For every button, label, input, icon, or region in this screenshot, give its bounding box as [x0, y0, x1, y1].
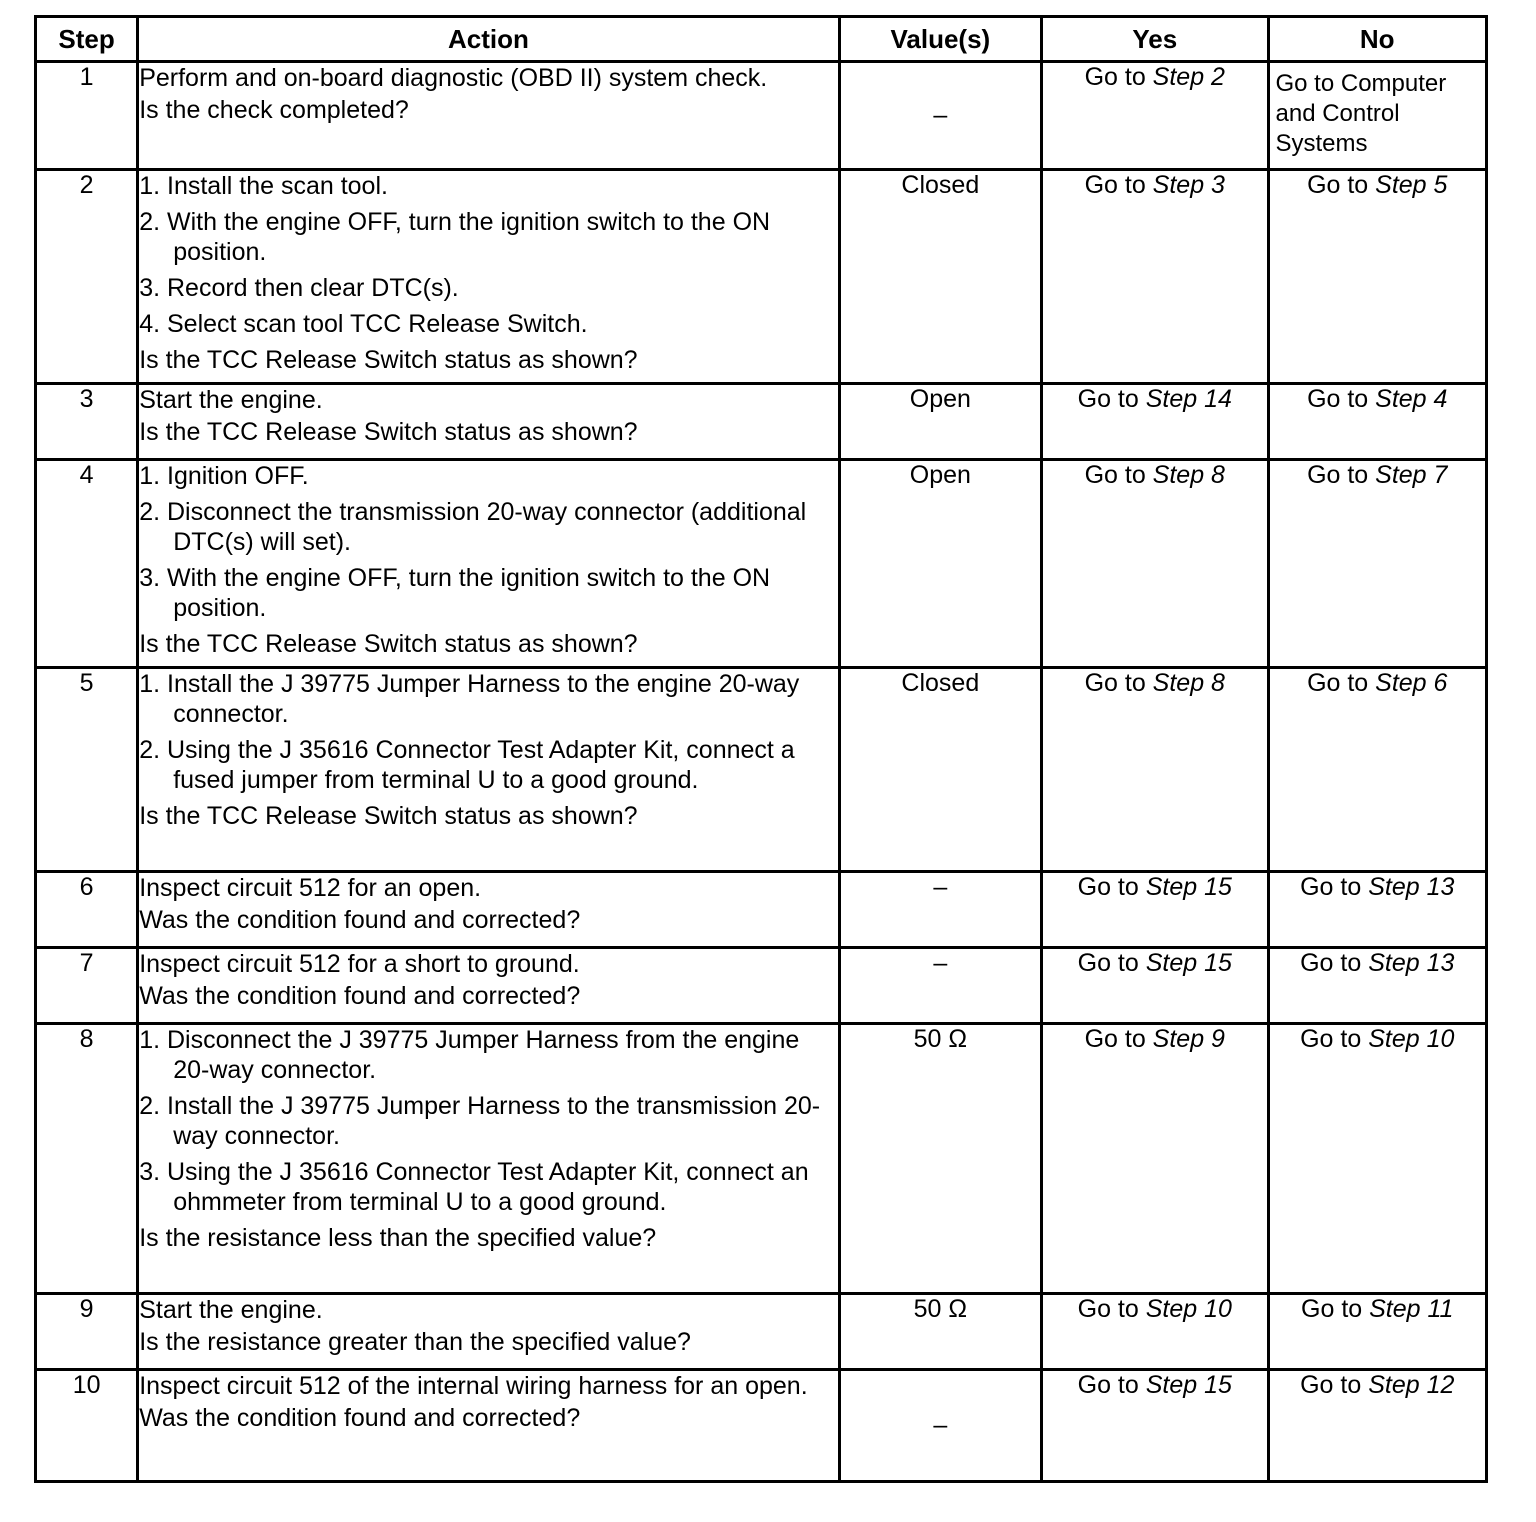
yes-goto-cell	[1042, 948, 1268, 1024]
no-goto-cell	[1268, 668, 1487, 872]
yes-goto-cell	[1042, 1294, 1268, 1370]
yes-goto-target-step: Step 15	[1145, 949, 1232, 977]
no-goto-target-step: Step 13	[1368, 949, 1455, 977]
action-cell	[138, 384, 839, 460]
value-cell: Closed	[839, 668, 1041, 872]
yes-goto-cell	[1042, 1370, 1268, 1482]
table-row	[36, 872, 1487, 948]
yes-goto-target-step: Step 15	[1145, 1371, 1232, 1399]
yes-goto-cell	[1042, 460, 1268, 668]
step-number: 8	[36, 1024, 138, 1294]
yes-goto-cell	[1042, 872, 1268, 948]
table-body	[36, 62, 1487, 1482]
yes-goto-link[interactable]	[1078, 1295, 1232, 1323]
step-number: 6	[36, 872, 138, 948]
yes-goto-cell	[1042, 384, 1268, 460]
no-goto-cell	[1268, 62, 1487, 170]
yes-goto-cell	[1042, 170, 1268, 384]
no-goto-prefix: Go to	[1300, 1371, 1369, 1399]
yes-goto-prefix: Go to	[1084, 63, 1153, 91]
action-text: Perform and on-board diagnostic (OBD II) system check.	[139, 64, 768, 92]
table-row	[36, 1294, 1487, 1370]
no-goto-prefix: Go to	[1300, 873, 1369, 901]
yes-goto-target-step: Step 9	[1152, 1025, 1225, 1053]
action-cell	[138, 668, 839, 872]
diagnostic-table	[34, 15, 1488, 1483]
header-values: Value(s)	[839, 17, 1041, 62]
action-step-item: 1. Ignition OFF.	[139, 462, 309, 490]
yes-goto-target-step: Step 8	[1152, 461, 1225, 489]
no-goto-cell	[1268, 1024, 1487, 1294]
action-cell	[138, 872, 839, 948]
yes-goto-link[interactable]	[1078, 949, 1232, 977]
no-goto-prefix: Go to	[1301, 1295, 1370, 1323]
action-step-item: 1. Disconnect the J 39775 Jumper Harness from the engine 20-way connector.	[139, 1026, 800, 1084]
yes-goto-cell	[1042, 1024, 1268, 1294]
yes-goto-link[interactable]	[1085, 461, 1225, 489]
yes-goto-target-step: Step 10	[1145, 1295, 1232, 1323]
header-step: Step	[36, 17, 138, 62]
table-row	[36, 1370, 1487, 1482]
no-goto-target-step: Step 4	[1375, 385, 1448, 413]
yes-goto-link[interactable]	[1078, 1371, 1232, 1399]
action-cell	[138, 1370, 839, 1482]
no-goto-target-step: Step 7	[1375, 461, 1448, 489]
yes-goto-target-step: Step 8	[1152, 669, 1225, 697]
value-cell: –	[839, 62, 1041, 170]
yes-goto-link[interactable]	[1085, 669, 1225, 697]
header-row	[36, 17, 1487, 62]
step-number: 9	[36, 1294, 138, 1370]
yes-goto-prefix: Go to	[1077, 385, 1146, 413]
action-step-item: 1. Install the J 39775 Jumper Harness to the engine 20-way connector.	[139, 670, 800, 728]
no-goto-prefix: Go to	[1300, 1025, 1369, 1053]
yes-goto-prefix: Go to	[1077, 1371, 1146, 1399]
action-step-item: 3. Using the J 35616 Connector Test Adapter Kit, connect an ohmmeter from terminal U to a good ground.	[139, 1158, 809, 1216]
action-question: Is the resistance greater than the specified value?	[139, 1328, 691, 1356]
no-goto-link[interactable]: Go to Computer and Control Systems	[1275, 70, 1447, 157]
action-question: Was the condition found and corrected?	[139, 982, 581, 1010]
yes-goto-prefix: Go to	[1077, 949, 1146, 977]
no-goto-target-step: Step 6	[1375, 669, 1448, 697]
action-step-item: 1. Install the scan tool.	[139, 172, 388, 200]
step-number: 10	[36, 1370, 138, 1482]
step-number: 7	[36, 948, 138, 1024]
action-text: Inspect circuit 512 for an open.	[139, 874, 482, 902]
no-goto-cell	[1268, 170, 1487, 384]
no-goto-prefix: Go to	[1307, 385, 1376, 413]
yes-goto-cell	[1042, 668, 1268, 872]
value-cell: Closed	[839, 170, 1041, 384]
yes-goto-prefix: Go to	[1084, 171, 1153, 199]
table-row	[36, 170, 1487, 384]
no-goto-link[interactable]	[1300, 873, 1454, 901]
action-question: Is the TCC Release Switch status as shown?	[139, 418, 638, 446]
yes-goto-target-step: Step 14	[1145, 385, 1232, 413]
action-cell	[138, 460, 839, 668]
header-yes: Yes	[1042, 17, 1268, 62]
step-number: 2	[36, 170, 138, 384]
action-cell	[138, 1294, 839, 1370]
no-goto-link[interactable]	[1300, 1371, 1454, 1399]
no-goto-target-step: Step 12	[1368, 1371, 1455, 1399]
action-question: Is the check completed?	[139, 96, 409, 124]
no-goto-prefix: Go to	[1307, 461, 1376, 489]
table-row	[36, 62, 1487, 170]
no-goto-link[interactable]	[1307, 461, 1447, 489]
yes-goto-prefix: Go to	[1084, 1025, 1153, 1053]
yes-goto-target-step: Step 3	[1152, 171, 1225, 199]
no-goto-target-step: Step 10	[1368, 1025, 1455, 1053]
value-cell: –	[839, 948, 1041, 1024]
no-goto-prefix: Go to	[1300, 949, 1369, 977]
no-goto-cell	[1268, 1370, 1487, 1482]
table-row	[36, 948, 1487, 1024]
no-goto-link[interactable]	[1307, 385, 1447, 413]
action-step-item: 2. Install the J 39775 Jumper Harness to the transmission 20-way connector.	[139, 1092, 821, 1150]
no-goto-cell	[1268, 948, 1487, 1024]
yes-goto-link[interactable]	[1085, 171, 1225, 199]
table-row	[36, 1024, 1487, 1294]
value-cell: Open	[839, 460, 1041, 668]
no-goto-link[interactable]	[1300, 949, 1454, 977]
action-question: Was the condition found and corrected?	[139, 1404, 581, 1432]
action-step-item: 4. Select scan tool TCC Release Switch.	[139, 310, 588, 338]
action-question: Is the TCC Release Switch status as shown?	[139, 630, 638, 658]
action-cell	[138, 170, 839, 384]
header-no: No	[1268, 17, 1487, 62]
yes-goto-prefix: Go to	[1084, 669, 1153, 697]
no-goto-cell	[1268, 1294, 1487, 1370]
table-row	[36, 460, 1487, 668]
no-goto-link[interactable]	[1301, 1295, 1453, 1323]
no-goto-target-step: Step 13	[1368, 873, 1455, 901]
table-row	[36, 384, 1487, 460]
value-cell: 50 Ω	[839, 1024, 1041, 1294]
action-cell	[138, 1024, 839, 1294]
action-step-item: 2. Disconnect the transmission 20-way connector (additional DTC(s) will set).	[139, 498, 807, 556]
yes-goto-prefix: Go to	[1077, 873, 1146, 901]
action-text: Start the engine.	[139, 1296, 323, 1324]
action-step-item: 3. Record then clear DTC(s).	[139, 274, 459, 302]
yes-goto-target-step: Step 15	[1145, 873, 1232, 901]
yes-goto-cell	[1042, 62, 1268, 170]
yes-goto-prefix: Go to	[1077, 1295, 1146, 1323]
action-text: Start the engine.	[139, 386, 323, 414]
action-question: Is the resistance less than the specified value?	[139, 1224, 657, 1252]
table-row	[36, 668, 1487, 872]
step-number: 1	[36, 62, 138, 170]
no-goto-prefix: Go to	[1307, 171, 1376, 199]
action-text: Inspect circuit 512 of the internal wiring harness for an open.	[139, 1372, 808, 1400]
action-step-item: 2. With the engine OFF, turn the ignition switch to the ON position.	[139, 208, 771, 266]
action-step-item: 2. Using the J 35616 Connector Test Adapter Kit, connect a fused jumper from terminal U to a good ground.	[139, 736, 795, 794]
no-goto-link[interactable]	[1307, 669, 1447, 697]
yes-goto-link[interactable]	[1078, 385, 1232, 413]
step-number: 3	[36, 384, 138, 460]
no-goto-target-step: Step 5	[1375, 171, 1448, 199]
yes-goto-link[interactable]	[1085, 1025, 1225, 1053]
no-goto-prefix: Go to	[1307, 669, 1376, 697]
value-cell: 50 Ω	[839, 1294, 1041, 1370]
yes-goto-target-step: Step 2	[1152, 63, 1225, 91]
value-cell: Open	[839, 384, 1041, 460]
yes-goto-link[interactable]	[1085, 63, 1225, 91]
action-text: Inspect circuit 512 for a short to ground.	[139, 950, 580, 978]
yes-goto-prefix: Go to	[1084, 461, 1153, 489]
value-cell: –	[839, 872, 1041, 948]
action-question: Is the TCC Release Switch status as shown?	[139, 346, 638, 374]
no-goto-cell	[1268, 460, 1487, 668]
value-cell: –	[839, 1370, 1041, 1482]
no-goto-cell	[1268, 384, 1487, 460]
action-cell	[138, 948, 839, 1024]
header-action: Action	[138, 17, 839, 62]
action-cell	[138, 62, 839, 170]
action-question: Is the TCC Release Switch status as shown?	[139, 802, 638, 830]
action-question: Was the condition found and corrected?	[139, 906, 581, 934]
action-step-item: 3. With the engine OFF, turn the ignition switch to the ON position.	[139, 564, 771, 622]
no-goto-cell	[1268, 872, 1487, 948]
step-number: 5	[36, 668, 138, 872]
no-goto-link[interactable]	[1307, 171, 1447, 199]
step-number: 4	[36, 460, 138, 668]
yes-goto-link[interactable]	[1078, 873, 1232, 901]
no-goto-target-step: Step 11	[1369, 1295, 1454, 1323]
no-goto-link[interactable]	[1300, 1025, 1454, 1053]
